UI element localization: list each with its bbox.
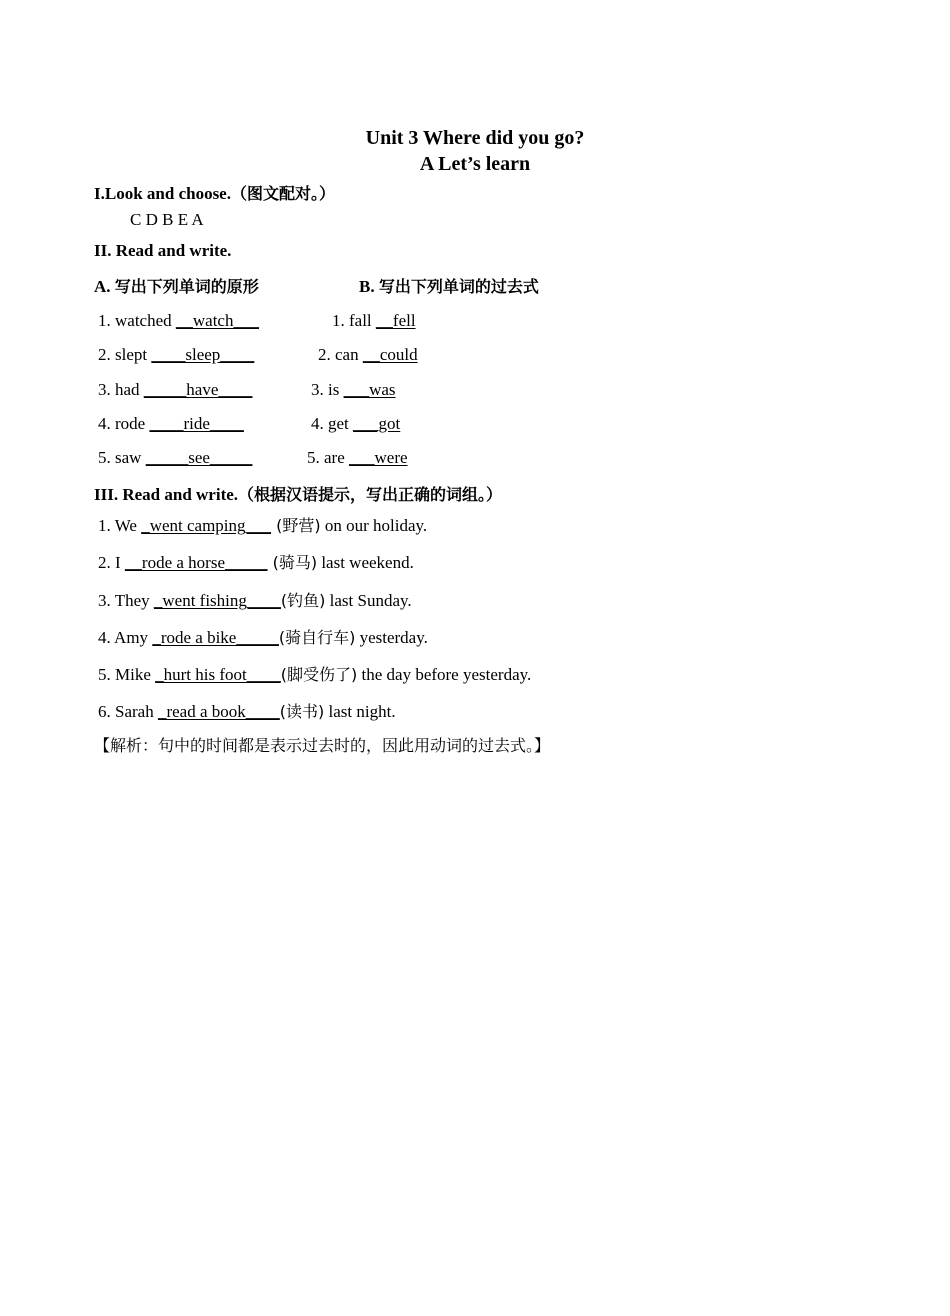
answer-blank: ___were [349,448,408,467]
section3-item: 1. We _went camping___ (野营) on our holiday. [98,516,428,535]
section3-heading-en: III. Read and write. [94,485,239,504]
section3-item: 5. Mike _hurt his foot____(脚受伤了) the day before yesterday. [98,665,532,684]
partB-item: 4. get ___got [311,414,401,433]
partA-item: 5. saw _____see_____ [98,448,253,467]
answer-blank: __fell [375,311,416,330]
partA-label: A. [94,277,111,296]
answer-blank: _went fishing____ [153,591,281,610]
partB-item: 5. are ___were [307,448,408,467]
page-title: Unit 3 Where did you go? [365,127,585,149]
partB-item: 3. is ___was [311,380,396,399]
section2-partB-heading [359,274,539,297]
answer-blank: ___was [343,380,396,399]
section3-item: 2. I __rode a horse_____ (骑马) last weekend. [98,553,414,572]
partA-instruction: 写出下列单词的原形 [114,277,259,296]
answer-blank: _rode a bike_____ [152,628,279,647]
partB-item: 2. can __could [318,345,418,364]
answer-blank: __rode a horse_____ [124,553,268,572]
partA-item: 3. had _____have____ [98,380,253,399]
section1-heading-cn: （图文配对。） [230,184,335,203]
section2-heading: II. Read and write. [94,241,232,260]
section3-item: 6. Sarah _read a book____(读书) last night. [98,702,396,721]
answer-blank: ____ride____ [149,414,244,433]
answer-blank: __could [362,345,418,364]
partB-label: B. [359,277,375,296]
answer-blank: _read a book____ [157,702,280,721]
analysis-note: 【解析：句中的时间都是表示过去时的，因此用动词的过去式。】 [94,736,551,755]
section3-item: 3. They _went fishing____(钓鱼) last Sunday. [98,591,412,610]
answer-blank: ___got [353,414,401,433]
section3-heading-cn: （根据汉语提示，写出正确的词组。） [238,485,503,504]
partB-instruction: 写出下列单词的过去式 [378,277,539,296]
section1-heading-en: I.Look and choose. [94,184,231,203]
answer-blank: _____see_____ [145,448,253,467]
partA-item: 2. slept ____sleep____ [98,345,255,364]
answer-blank: _____have____ [143,380,253,399]
answer-blank: _hurt his foot____ [155,665,281,684]
section2-partA-heading [94,274,259,297]
partA-item: 4. rode ____ride____ [98,414,244,433]
section1-heading [94,181,335,204]
answer-blank: __watch___ [175,311,259,330]
answer-blank: ____sleep____ [151,345,255,364]
section3-heading [94,482,502,505]
section3-item: 4. Amy _rode a bike_____(骑自行车) yesterday. [98,628,428,647]
answer-blank: _went camping___ [141,516,272,535]
partB-item: 1. fall __fell [332,311,416,330]
partA-item: 1. watched __watch___ [98,311,259,330]
section1-answers: C D B E A [130,210,204,229]
page-subtitle: A Let’s learn [419,153,531,175]
